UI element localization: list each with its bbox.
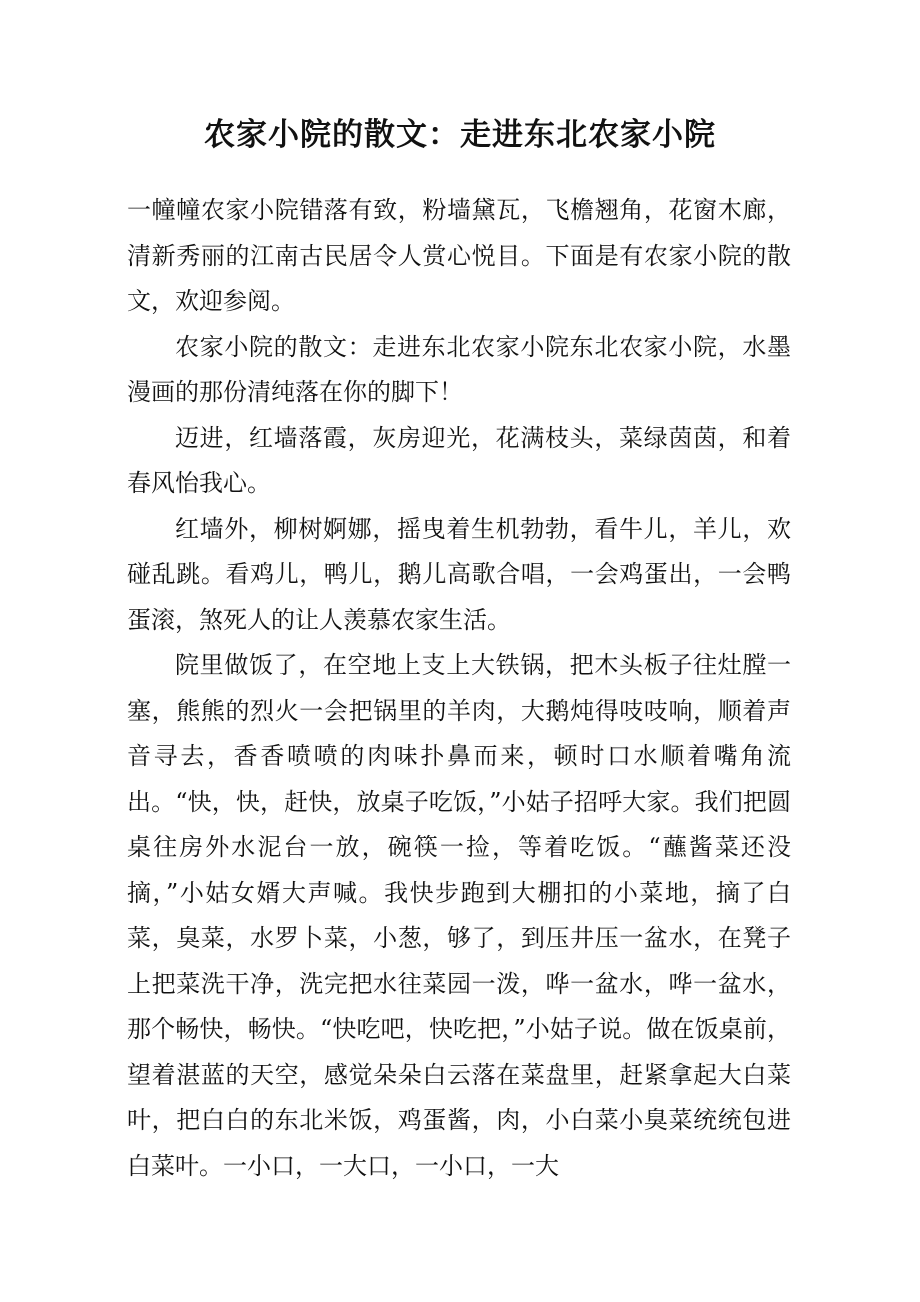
paragraph-4: 院里做饭了，在空地上支上大铁锅，把木头板子往灶膛一塞，熊熊的烈火一会把锅里的羊肉，大鹅炖得吱吱响，顺着声音寻去，香香喷喷的肉味扑鼻而来，顿时口水顺着嘴角流出。“快，快，赶快，放桌子吃饭，”小姑子招呼大家。我们把圆桌往房外水泥台一放，碗筷一捡，等着吃饭。“蘸酱菜还没摘，”小姑女婿大声喊。我快步跑到大棚扣的小菜地，摘了白菜，臭菜，水罗卜菜，小葱，够了，到压井压一盆水，在凳子上把菜洗干净，洗完把水往菜园一泼，哗一盆水，哗一盆水，那个畅快，畅快。“快吃吧，快吃把，”小姑子说。做在饭桌前，望着湛蓝的天空，感觉朵朵白云落在菜盘里，赶紧拿起大白菜叶，把白白的东北米饭，鸡蛋酱，肉，小白菜小臭菜统统包进白菜叶。一小口，一大口，一小口，一大 bbox=[127, 651, 791, 1180]
document-body bbox=[127, 188, 791, 1189]
paragraph-intro: 一幢幢农家小院错落有致，粉墙黛瓦，飞檐翘角，花窗木廊，清新秀丽的江南古民居令人赏心悦目。下面是有农家小院的散文，欢迎参阅。 bbox=[127, 196, 791, 315]
paragraph-2: 迈进，红墙落霞，灰房迎光，花满枝头，菜绿茵茵，和着春风怡我心。 bbox=[127, 423, 791, 497]
paragraph-1: 农家小院的散文：走进东北农家小院东北农家小院，水墨漫画的那份清纯落在你的脚下！ bbox=[127, 332, 791, 406]
document-title: 农家小院的散文：走进东北农家小院 bbox=[204, 117, 716, 153]
paragraph-3: 红墙外，柳树婀娜，摇曳着生机勃勃，看牛儿，羊儿，欢碰乱跳。看鸡儿，鸭儿，鹅儿高歌合唱，一会鸡蛋出，一会鸭蛋滚，煞死人的让人羡慕农家生活。 bbox=[127, 514, 791, 634]
